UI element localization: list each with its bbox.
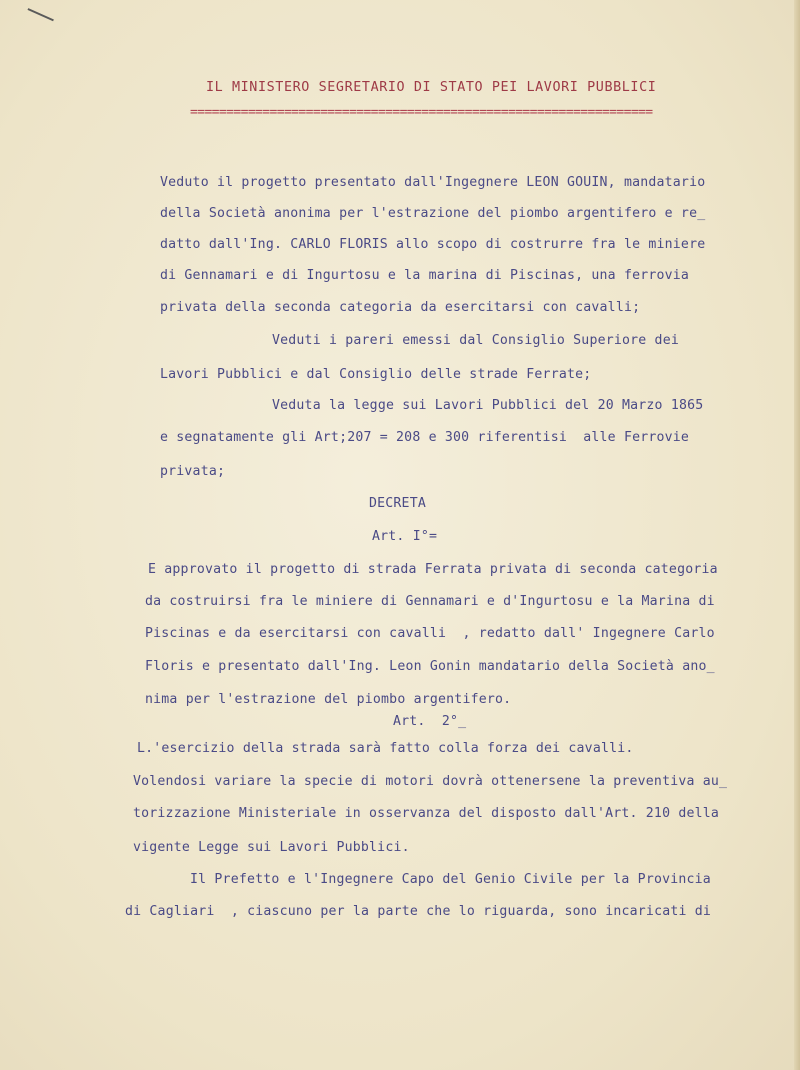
article-heading: Art. 2°_ — [393, 714, 467, 729]
document-title: IL MINISTERO SEGRETARIO DI STATO PEI LAVORI PUBBLICI — [206, 80, 657, 95]
text-line: privata; — [160, 464, 226, 479]
text-line: nima per l'estrazione del piombo argentifero. — [145, 692, 512, 707]
text-line: Veduto il progetto presentato dall'Ingegnere LEON GOUIN, mandatario — [160, 175, 706, 190]
text-line: datto dall'Ing. CARLO FLORIS allo scopo di costrurre fra le miniere — [160, 237, 706, 252]
text-line: Piscinas e da esercitarsi con cavalli , redatto dall' Ingegnere Carlo — [145, 626, 715, 641]
text-line: Veduta la legge sui Lavori Pubblici del 20 Marzo 1865 — [272, 398, 704, 413]
text-line: Lavori Pubblici e dal Consiglio delle strade Ferrate; — [160, 367, 592, 382]
title-underline: ================================================================ — [190, 105, 653, 120]
text-line: di Gennamari e di Ingurtosu e la marina di Piscinas, una ferrovia — [160, 268, 690, 283]
text-line: privata della seconda categoria da esercitarsi con cavalli; — [160, 300, 641, 315]
text-line: Veduti i pareri emessi dal Consiglio Superiore dei — [272, 333, 679, 348]
text-line: Floris e presentato dall'Ing. Leon Gonin mandatario della Società ano_ — [145, 659, 715, 674]
pencil-mark — [28, 8, 54, 21]
text-line: e segnatamente gli Art;207 = 208 e 300 riferentisi alle Ferrovie — [160, 430, 690, 445]
page-edge — [794, 0, 800, 1070]
text-line: vigente Legge sui Lavori Pubblici. — [133, 840, 410, 855]
article-heading: Art. I°= — [372, 529, 438, 544]
text-line: di Cagliari , ciascuno per la parte che lo riguarda, sono incaricati di — [125, 904, 712, 919]
text-line: torizzazione Ministeriale in osservanza del disposto dall'Art. 210 della — [133, 806, 720, 821]
text-line: da costruirsi fra le miniere di Gennamari e d'Ingurtosu e la Marina di — [145, 594, 715, 609]
decree-heading: DECRETA — [369, 496, 426, 511]
text-line: Volendosi variare la specie di motori dovrà ottenersene la preventiva au_ — [133, 774, 728, 789]
text-line: L.'esercizio della strada sarà fatto colla forza dei cavalli. — [137, 741, 634, 756]
text-line: della Società anonima per l'estrazione del piombo argentifero e re_ — [160, 206, 706, 221]
text-line: Il Prefetto e l'Ingegnere Capo del Genio Civile per la Provincia — [190, 872, 711, 887]
text-line: E approvato il progetto di strada Ferrata privata di seconda categoria — [148, 562, 718, 577]
